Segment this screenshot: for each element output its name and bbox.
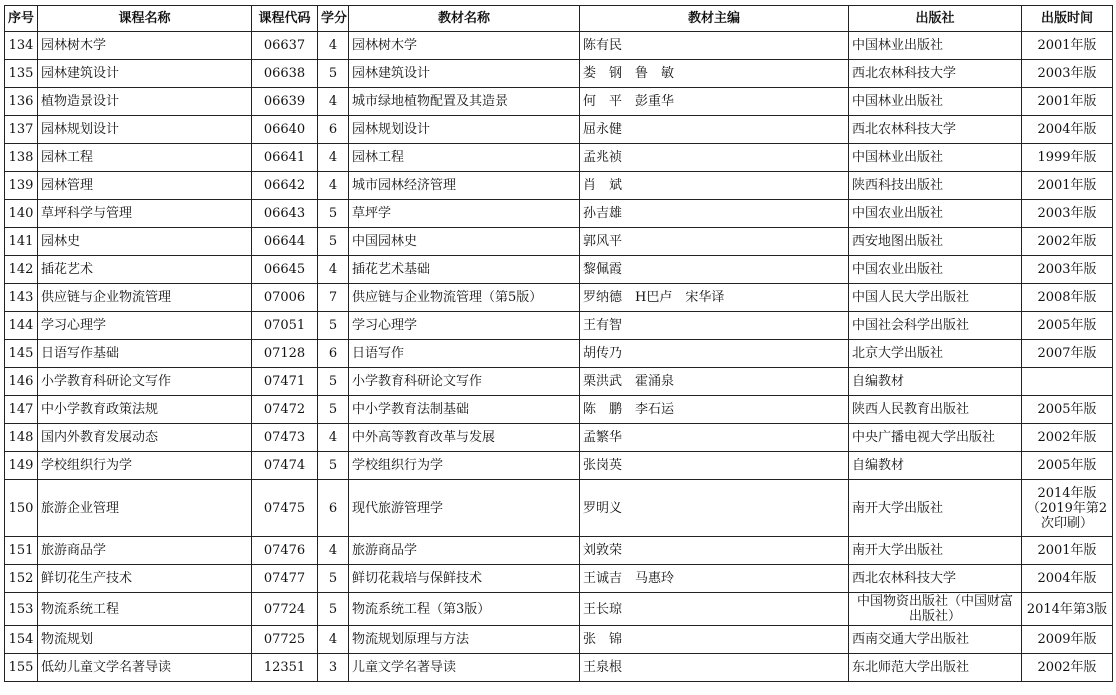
cell-credits: 4 (318, 32, 349, 60)
cell-course-name: 旅游企业管理 (38, 480, 252, 537)
cell-publish-time: 2014年第3版 (1022, 593, 1113, 626)
cell-textbook-name: 中国园林史 (349, 228, 580, 256)
cell-textbook-name: 日语写作 (349, 340, 580, 368)
cell-editor: 何 平 彭重华 (580, 88, 849, 116)
cell-textbook-name: 小学教育科研论文写作 (349, 368, 580, 396)
cell-course-name: 园林管理 (38, 172, 252, 200)
cell-course-code: 07475 (252, 480, 318, 537)
cell-course-code: 06640 (252, 116, 318, 144)
cell-textbook-name: 城市绿地植物配置及其造景 (349, 88, 580, 116)
cell-textbook-name: 插花艺术基础 (349, 256, 580, 284)
cell-publisher: 西北农林科技大学 (849, 60, 1022, 88)
cell-textbook-name: 供应链与企业物流管理（第5版） (349, 284, 580, 312)
cell-course-name: 中小学教育政策法规 (38, 396, 252, 424)
cell-publisher: 中央广播电视大学出版社 (849, 424, 1022, 452)
cell-credits: 6 (318, 340, 349, 368)
cell-editor: 张岗英 (580, 452, 849, 480)
cell-index: 135 (5, 60, 38, 88)
cell-textbook-name: 儿童文学名著导读 (349, 654, 580, 682)
cell-publish-time: 2001年版 (1022, 537, 1113, 565)
cell-editor: 孙吉雄 (580, 200, 849, 228)
table-row (5, 312, 1113, 340)
cell-course-name: 旅游商品学 (38, 537, 252, 565)
cell-credits: 4 (318, 537, 349, 565)
cell-editor: 王诚吉 马惠玲 (580, 565, 849, 593)
header-index: 序号 (5, 6, 38, 32)
cell-course-code: 07472 (252, 396, 318, 424)
cell-course-name: 园林史 (38, 228, 252, 256)
cell-publish-time: 2003年版 (1022, 256, 1113, 284)
cell-publisher: 北京大学出版社 (849, 340, 1022, 368)
cell-course-code: 06637 (252, 32, 318, 60)
cell-textbook-name: 中外高等教育改革与发展 (349, 424, 580, 452)
table-row (5, 60, 1113, 88)
table-row (5, 424, 1113, 452)
table-row (5, 565, 1113, 593)
cell-index: 149 (5, 452, 38, 480)
cell-course-code: 07128 (252, 340, 318, 368)
cell-editor: 王泉根 (580, 654, 849, 682)
cell-publish-time: 2002年版 (1022, 228, 1113, 256)
cell-editor: 屈永健 (580, 116, 849, 144)
cell-index: 153 (5, 593, 38, 626)
cell-textbook-name: 现代旅游管理学 (349, 480, 580, 537)
header-credits: 学分 (318, 6, 349, 32)
cell-editor: 王有智 (580, 312, 849, 340)
cell-credits: 4 (318, 626, 349, 654)
cell-publish-time: 1999年版 (1022, 144, 1113, 172)
header-course-name: 课程名称 (38, 6, 252, 32)
cell-credits: 5 (318, 396, 349, 424)
cell-publisher: 陕西人民教育出版社 (849, 396, 1022, 424)
cell-editor: 张 锦 (580, 626, 849, 654)
cell-index: 148 (5, 424, 38, 452)
cell-index: 151 (5, 537, 38, 565)
cell-publish-time: 2004年版 (1022, 565, 1113, 593)
cell-editor: 栗洪武 霍涌泉 (580, 368, 849, 396)
cell-textbook-name: 旅游商品学 (349, 537, 580, 565)
table-row (5, 88, 1113, 116)
cell-credits: 4 (318, 144, 349, 172)
cell-textbook-name: 草坪学 (349, 200, 580, 228)
cell-course-code: 07476 (252, 537, 318, 565)
cell-course-name: 供应链与企业物流管理 (38, 284, 252, 312)
cell-publisher: 陕西科技出版社 (849, 172, 1022, 200)
cell-publish-time: 2007年版 (1022, 340, 1113, 368)
cell-publisher: 西安地图出版社 (849, 228, 1022, 256)
header-publish-time: 出版时间 (1022, 6, 1113, 32)
cell-index: 142 (5, 256, 38, 284)
cell-publish-time: 2008年版 (1022, 284, 1113, 312)
cell-textbook-name: 园林规划设计 (349, 116, 580, 144)
cell-publisher: 中国人民大学出版社 (849, 284, 1022, 312)
cell-publisher: 中国物资出版社（中国财富出版社） (849, 593, 1022, 626)
cell-course-name: 园林建筑设计 (38, 60, 252, 88)
cell-course-code: 07724 (252, 593, 318, 626)
cell-course-name: 植物造景设计 (38, 88, 252, 116)
cell-course-name: 日语写作基础 (38, 340, 252, 368)
cell-course-code: 06645 (252, 256, 318, 284)
table-row (5, 228, 1113, 256)
cell-index: 138 (5, 144, 38, 172)
cell-textbook-name: 物流系统工程（第3版） (349, 593, 580, 626)
table-row (5, 284, 1113, 312)
cell-index: 155 (5, 654, 38, 682)
table-row (5, 480, 1113, 537)
cell-editor: 罗明义 (580, 480, 849, 537)
cell-course-code: 06638 (252, 60, 318, 88)
cell-textbook-name: 城市园林经济管理 (349, 172, 580, 200)
textbook-table (4, 5, 1113, 682)
table-row (5, 200, 1113, 228)
cell-textbook-name: 物流规划原理与方法 (349, 626, 580, 654)
cell-editor: 刘敦荣 (580, 537, 849, 565)
cell-course-name: 国内外教育发展动态 (38, 424, 252, 452)
header-textbook-name: 教材名称 (349, 6, 580, 32)
cell-editor: 孟兆祯 (580, 144, 849, 172)
cell-credits: 6 (318, 116, 349, 144)
cell-course-code: 07471 (252, 368, 318, 396)
cell-course-name: 园林规划设计 (38, 116, 252, 144)
cell-course-name: 园林工程 (38, 144, 252, 172)
cell-course-code: 06644 (252, 228, 318, 256)
cell-publish-time: 2005年版 (1022, 452, 1113, 480)
cell-index: 154 (5, 626, 38, 654)
cell-credits: 5 (318, 200, 349, 228)
cell-course-code: 07473 (252, 424, 318, 452)
cell-course-name: 小学教育科研论文写作 (38, 368, 252, 396)
cell-publisher: 西北农林科技大学 (849, 116, 1022, 144)
cell-course-code: 07725 (252, 626, 318, 654)
cell-publish-time (1022, 368, 1113, 396)
cell-editor: 王长琼 (580, 593, 849, 626)
cell-publish-time: 2001年版 (1022, 32, 1113, 60)
cell-publish-time: 2009年版 (1022, 626, 1113, 654)
cell-course-code: 06643 (252, 200, 318, 228)
cell-textbook-name: 学习心理学 (349, 312, 580, 340)
cell-course-name: 鲜切花生产技术 (38, 565, 252, 593)
cell-credits: 6 (318, 480, 349, 537)
table-row (5, 626, 1113, 654)
cell-publisher: 中国林业出版社 (849, 32, 1022, 60)
cell-index: 143 (5, 284, 38, 312)
cell-textbook-name: 园林建筑设计 (349, 60, 580, 88)
cell-credits: 5 (318, 228, 349, 256)
table-row (5, 116, 1113, 144)
cell-course-code: 06641 (252, 144, 318, 172)
table-row (5, 32, 1113, 60)
cell-publish-time: 2005年版 (1022, 396, 1113, 424)
cell-credits: 4 (318, 172, 349, 200)
cell-index: 134 (5, 32, 38, 60)
cell-course-code: 07477 (252, 565, 318, 593)
cell-publish-time: 2014年版（2019年第2次印刷） (1022, 480, 1113, 537)
cell-index: 150 (5, 480, 38, 537)
cell-index: 146 (5, 368, 38, 396)
cell-course-code: 07006 (252, 284, 318, 312)
cell-course-name: 园林树木学 (38, 32, 252, 60)
cell-index: 145 (5, 340, 38, 368)
cell-index: 147 (5, 396, 38, 424)
cell-editor: 郭风平 (580, 228, 849, 256)
table-row (5, 396, 1113, 424)
cell-credits: 3 (318, 654, 349, 682)
cell-publish-time: 2001年版 (1022, 88, 1113, 116)
cell-credits: 5 (318, 565, 349, 593)
cell-index: 140 (5, 200, 38, 228)
cell-course-code: 07474 (252, 452, 318, 480)
table-row (5, 340, 1113, 368)
cell-course-name: 低幼儿童文学名著导读 (38, 654, 252, 682)
cell-credits: 4 (318, 256, 349, 284)
cell-course-name: 物流系统工程 (38, 593, 252, 626)
table-row (5, 368, 1113, 396)
table-row (5, 172, 1113, 200)
header-publisher: 出版社 (849, 6, 1022, 32)
header-editor: 教材主编 (580, 6, 849, 32)
cell-textbook-name: 中小学教育法制基础 (349, 396, 580, 424)
cell-publish-time: 2002年版 (1022, 654, 1113, 682)
cell-publisher: 中国农业出版社 (849, 256, 1022, 284)
table-row (5, 144, 1113, 172)
cell-credits: 4 (318, 424, 349, 452)
cell-course-name: 学校组织行为学 (38, 452, 252, 480)
cell-credits: 4 (318, 88, 349, 116)
cell-textbook-name: 园林树木学 (349, 32, 580, 60)
table-row (5, 452, 1113, 480)
cell-editor: 罗纳德 H巴卢 宋华译 (580, 284, 849, 312)
cell-publish-time: 2003年版 (1022, 60, 1113, 88)
cell-credits: 7 (318, 284, 349, 312)
cell-editor: 肖 斌 (580, 172, 849, 200)
cell-textbook-name: 学校组织行为学 (349, 452, 580, 480)
table-row (5, 537, 1113, 565)
cell-editor: 孟繁华 (580, 424, 849, 452)
cell-course-name: 学习心理学 (38, 312, 252, 340)
table-row (5, 593, 1113, 626)
cell-publisher: 南开大学出版社 (849, 480, 1022, 537)
cell-index: 137 (5, 116, 38, 144)
cell-textbook-name: 鲜切花栽培与保鲜技术 (349, 565, 580, 593)
cell-course-name: 物流规划 (38, 626, 252, 654)
cell-course-code: 06642 (252, 172, 318, 200)
cell-publish-time: 2001年版 (1022, 172, 1113, 200)
cell-course-code: 06639 (252, 88, 318, 116)
cell-publisher: 中国林业出版社 (849, 144, 1022, 172)
cell-index: 136 (5, 88, 38, 116)
cell-publisher: 中国林业出版社 (849, 88, 1022, 116)
cell-publish-time: 2005年版 (1022, 312, 1113, 340)
cell-publisher: 南开大学出版社 (849, 537, 1022, 565)
cell-course-code: 12351 (252, 654, 318, 682)
header-row (5, 6, 1113, 32)
cell-credits: 5 (318, 593, 349, 626)
cell-publisher: 自编教材 (849, 368, 1022, 396)
cell-index: 152 (5, 565, 38, 593)
cell-publish-time: 2004年版 (1022, 116, 1113, 144)
table-row (5, 654, 1113, 682)
cell-editor: 黎佩霞 (580, 256, 849, 284)
cell-index: 139 (5, 172, 38, 200)
cell-credits: 5 (318, 452, 349, 480)
cell-publish-time: 2002年版 (1022, 424, 1113, 452)
cell-publisher: 西北农林科技大学 (849, 565, 1022, 593)
header-course-code: 课程代码 (252, 6, 318, 32)
cell-editor: 胡传乃 (580, 340, 849, 368)
cell-credits: 5 (318, 60, 349, 88)
cell-publish-time: 2003年版 (1022, 200, 1113, 228)
table-row (5, 256, 1113, 284)
cell-publisher: 东北师范大学出版社 (849, 654, 1022, 682)
cell-course-name: 草坪科学与管理 (38, 200, 252, 228)
cell-editor: 娄 钢 鲁 敏 (580, 60, 849, 88)
cell-publisher: 西南交通大学出版社 (849, 626, 1022, 654)
cell-textbook-name: 园林工程 (349, 144, 580, 172)
cell-index: 141 (5, 228, 38, 256)
cell-course-code: 07051 (252, 312, 318, 340)
cell-credits: 5 (318, 368, 349, 396)
cell-editor: 陈 鹏 李石运 (580, 396, 849, 424)
cell-publisher: 中国社会科学出版社 (849, 312, 1022, 340)
cell-credits: 5 (318, 312, 349, 340)
cell-index: 144 (5, 312, 38, 340)
cell-editor: 陈有民 (580, 32, 849, 60)
cell-publisher: 自编教材 (849, 452, 1022, 480)
cell-publisher: 中国农业出版社 (849, 200, 1022, 228)
cell-course-name: 插花艺术 (38, 256, 252, 284)
